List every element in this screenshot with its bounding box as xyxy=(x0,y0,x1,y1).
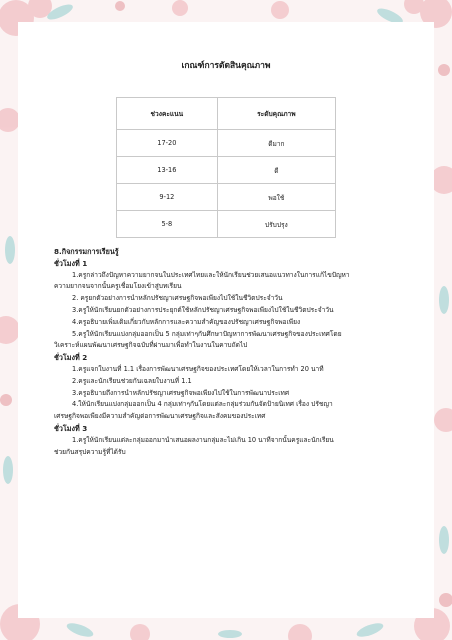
level-cell: ดี xyxy=(217,157,335,184)
hour-2-heading: ชั่วโมงที่ 2 xyxy=(54,353,88,363)
page-title: เกณฑ์การตัดสินคุณภาพ xyxy=(181,61,271,71)
paragraph-line: 4.ให้นักเรียนแบ่งกลุ่มออกเป็น 4 กลุ่มเท่าๆกันโดยแต่ละกลุ่มร่วมกันจัดป้ายนิเทศ เรื่อง ปรัชญา xyxy=(72,400,333,409)
paragraph-line: 1.ครูให้นักเรียนแต่ละกลุ่มออกมานำเสนอผลงานกลุ่มละไม่เกิน 10 นาทีจากนั้นครูและนักเรียน xyxy=(72,435,334,444)
paragraph-line: ช่วยกันสรุปความรู้ที่ได้รับ xyxy=(54,447,126,456)
score-cell: 5-8 xyxy=(117,211,218,238)
paragraph-line: 1.ครูแจกใบงานที่ 1.1 เรื่องการพัฒนาเศรษฐกิจของประเทศโดยให้เวลาในการทำ 20 นาที xyxy=(72,364,324,373)
hour-3-heading: ชั่วโมงที่ 3 xyxy=(54,423,88,433)
paragraph-line: 5.ครูให้นักเรียนแบ่งกลุ่มออกเป็น 5 กลุ่มเท่าๆกันศึกษาปัญหาการพัฒนาเศรษฐกิจของประเทศโดย xyxy=(72,329,342,338)
hour-1-heading: ชั่วโมงที่ 1 xyxy=(54,258,88,268)
table-row xyxy=(117,211,336,238)
header-quality-level: ระดับคุณภาพ xyxy=(217,98,335,130)
level-cell: พอใช้ xyxy=(217,184,335,211)
paragraph-line: 2.ครูและนักเรียนช่วยกันเฉลยใบงานที่ 1.1 xyxy=(72,376,192,385)
table-row xyxy=(117,157,336,184)
score-cell: 9-12 xyxy=(117,184,218,211)
paragraph-line: 4.ครูอธิบายเพิ่มเติมเกี่ยวกับหลักการและความสำคัญของปรัชญาเศรษฐกิจพอเพียง xyxy=(72,317,301,326)
paragraph-line: วิเคราะห์แผนพัฒนาเศรษฐกิจฉบับที่ผ่านมาเพื่อทำในงานในคาบถัดไป xyxy=(54,341,248,350)
learning-activities xyxy=(54,246,414,458)
document-page xyxy=(18,22,434,618)
table-row xyxy=(117,184,336,211)
section-heading: 8.กิจกรรมการเรียนรู้ xyxy=(54,247,119,256)
level-cell: ปรับปรุง xyxy=(217,211,335,238)
paragraph-line: ความยากจนจากนั้นครูเชื่อมโยงเข้าสู่บทเรียน xyxy=(54,282,182,291)
paragraph-line: 1.ครูกล่าวถึงปัญหาความยากจนในประเทศไทยและให้นักเรียนช่วยเสนอแนวทางในการแก้ไขปัญหา xyxy=(72,270,350,279)
score-cell: 13-16 xyxy=(117,157,218,184)
paragraph-line: 2. ครูยกตัวอย่างการนำหลักปรัชญาเศรษฐกิจพอเพียงไปใช้ในชีวิตประจำวัน xyxy=(72,294,283,303)
score-cell: 17-20 xyxy=(117,130,218,157)
table-header-row xyxy=(117,98,336,130)
quality-criteria-table xyxy=(116,97,336,238)
header-score-range: ช่วงคะแนน xyxy=(117,98,218,130)
level-cell: ดีมาก xyxy=(217,130,335,157)
paragraph-line: 3.ครูอธิบายถึงการนำหลักปรัชญาเศรษฐกิจพอเพียงไปใช้ในการพัฒนาประเทศ xyxy=(72,388,290,397)
paragraph-line: เศรษฐกิจพอเพียงมีความสำคัญต่อการพัฒนาเศรษฐกิจและสังคมของประเทศ xyxy=(54,412,266,421)
table-row xyxy=(117,130,336,157)
paragraph-line: 3.ครูให้นักเรียนยกตัวอย่างการประยุกต์ใช้หลักปรัชญาเศรษฐกิจพอเพียงไปใช้ในชีวิตประจำวัน xyxy=(72,305,334,314)
